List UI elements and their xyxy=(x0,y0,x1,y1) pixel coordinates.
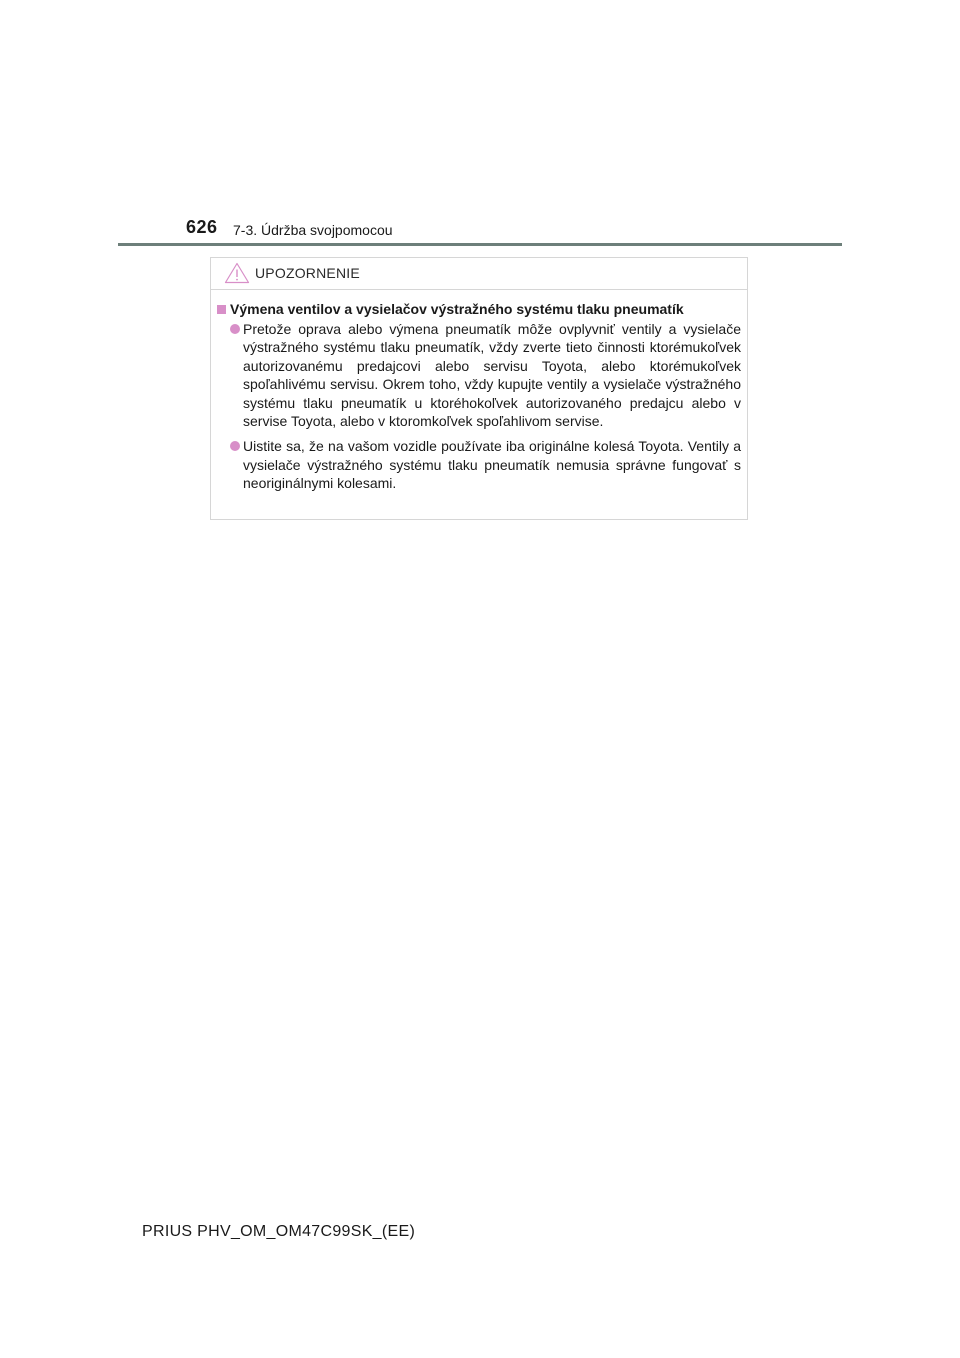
bullet-dot-icon xyxy=(230,324,240,334)
document-code: PRIUS PHV_OM_OM47C99SK_(EE) xyxy=(142,1223,416,1240)
square-bullet-icon xyxy=(217,305,226,314)
warning-item xyxy=(217,437,741,492)
warning-item-text: Pretože oprava alebo výmena pneumatík môže ovplyvniť ventily a vysielače výstražného systému tlaku pneumatík, vždy zverte tieto činnosti ktorémukoľvek autorizovanému predajcovi alebo servisu Toyota, alebo ktorémukoľvek spoľahlivému servisu. Okrem toho, vždy kupujte ventily a vysielače výstražného systému tlaku pneumatík u ktoréhokoľvek autorizovaného predajcu alebo v servise Toyota, alebo v ktoromkoľvek spoľahlivom servise. xyxy=(243,321,741,430)
warning-body xyxy=(211,290,747,493)
warning-label: UPOZORNENIE xyxy=(255,265,360,281)
page-number: 626 xyxy=(186,217,218,237)
warning-box xyxy=(210,257,748,520)
header-rule xyxy=(118,243,842,246)
bullet-dot-icon xyxy=(230,441,240,451)
warning-subheading-text: Výmena ventilov a vysielačov výstražného systému tlaku pneumatík xyxy=(230,301,684,317)
warning-subheading xyxy=(217,300,741,319)
warning-item xyxy=(217,320,741,430)
warning-triangle-icon xyxy=(224,262,250,284)
warning-header xyxy=(211,258,747,290)
warning-item-text: Uistite sa, že na vašom vozidle používate iba originálne kolesá Toyota. Ventily a vysielače výstražného systému tlaku pneumatík nemusia správne fungovať s neoriginálnymi kolesami. xyxy=(243,438,741,492)
section-title: 7-3. Údržba svojpomocou xyxy=(233,222,393,238)
